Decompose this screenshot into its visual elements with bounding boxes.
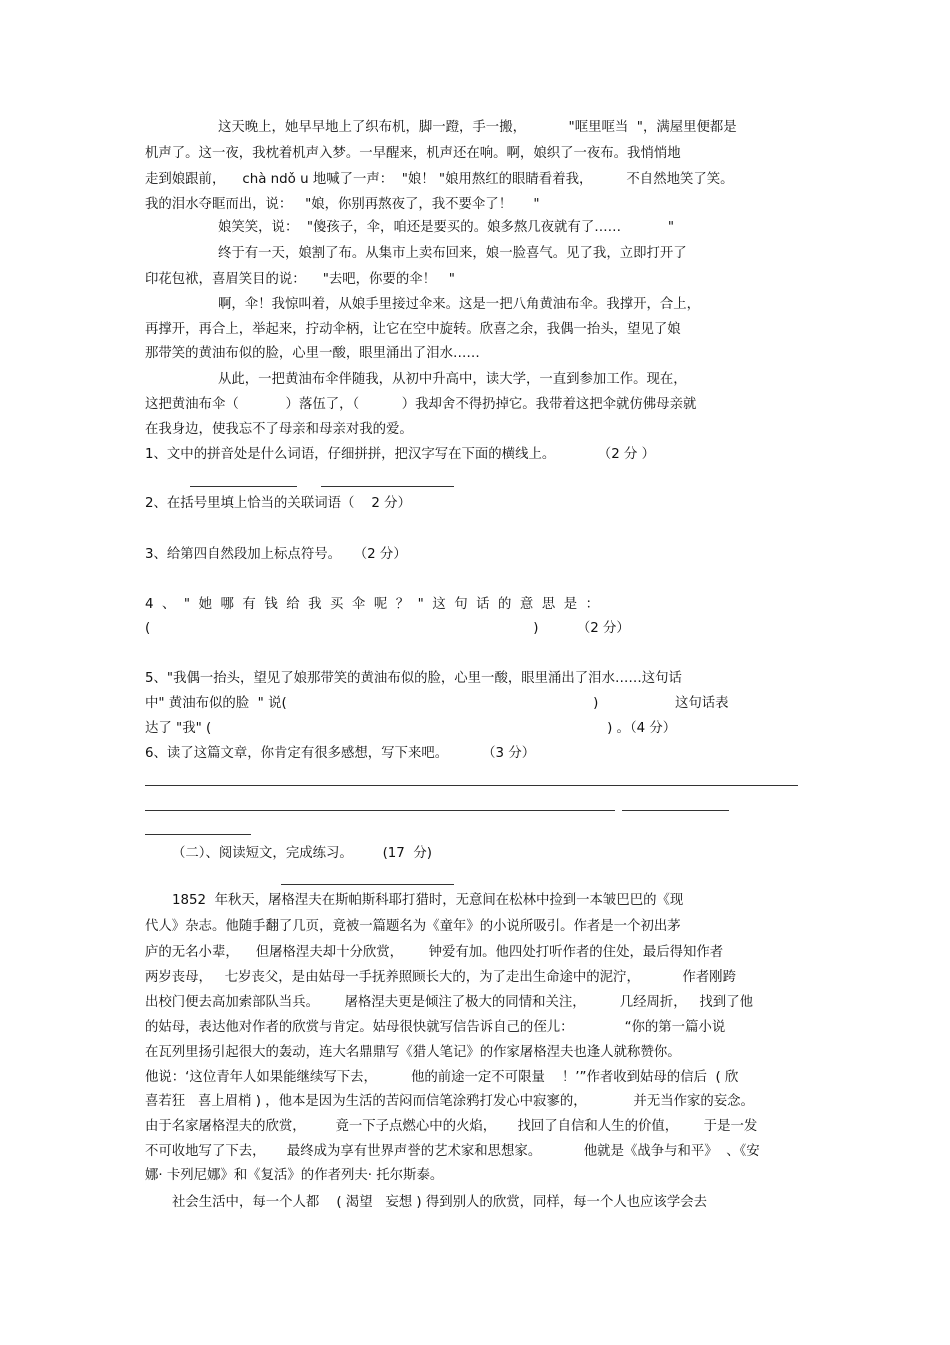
passage-line: 终于有一天，娘割了布。从集市上卖布回来，娘一脸喜气。见了我，立即打开了 (218, 246, 687, 261)
section-heading: （二）、阅读短文，完成练习。 (17 分) (172, 846, 432, 861)
passage-line: 在我身边，使我忘不了母亲和母亲对我的爱。 (145, 422, 413, 437)
passage-line: 再撑开，再合上，举起来，拧动伞柄，让它在空中旋转。欣喜之余，我偶一抬头，望见了娘 (145, 322, 681, 337)
passage-line: 机声了。这一夜，我枕着机声入梦。一早醒来，机声还在响。啊，娘织了一夜布。我悄悄地 (145, 146, 681, 161)
answer-line[interactable] (145, 810, 615, 811)
question-3: 3、给第四自然段加上标点符号。 （2 分） (145, 547, 407, 562)
article-line: 社会生活中，每一个人都 ( 渴望 妄想 ) 得到别人的欣赏，同样，每一个人也应该学会去 (172, 1195, 708, 1210)
article-line: 两岁丧母， 七岁丧父，是由姑母一手抚养照顾长大的，为了走出生命途中的泥泞， 作者刚跨 (145, 970, 736, 985)
passage-line: 娘笑笑，说： "傻孩子，伞，咱还是要买的。娘多熬几夜就有了…… " (218, 220, 674, 235)
question-4-answer[interactable]: ( ) （2 分） (145, 621, 630, 636)
passage-line: 走到娘跟前， chà ndǒ u 地喊了一声： "娘！ "娘用熬红的眼睛看着我， 不自然地笑了笑。 (145, 172, 734, 187)
answer-blank[interactable] (321, 486, 454, 487)
question-5-blank-1[interactable]: 中" 黄油布似的脸 " 说( ) 这句话表 (145, 696, 729, 711)
question-4: 4 、 " 她 哪 有 钱 给 我 买 伞 呢 ？ " 这 句 话 的 意 思 是 ： (145, 597, 600, 612)
passage-line: 从此，一把黄油布伞伴随我，从初中升高中，读大学，一直到参加工作。现在， (218, 372, 687, 387)
question-2: 2、在括号里填上恰当的关联词语（ 2 分） (145, 496, 411, 511)
answer-line[interactable] (622, 810, 729, 811)
article-line: 的姑母，表达他对作者的欣赏与肯定。姑母很快就写信告诉自己的侄儿： “你的第一篇小说 (145, 1020, 726, 1035)
article-line: 喜若狂 喜上眉梢 ) ，他本是因为生活的苦闷而信笔涂鸦打发心中寂寥的， 并无当作家的妄念。 (145, 1094, 754, 1109)
passage-line: 印花包袱，喜眉笑目的说： "去吧，你要的伞！ " (145, 272, 455, 287)
question-6: 6、读了这篇文章，你肯定有很多感想，写下来吧。 （3 分） (145, 746, 536, 761)
article-line: 出校门便去高加索部队当兵。 屠格涅夫更是倾注了极大的同情和关注， 几经周折， 找到了他 (145, 995, 753, 1010)
question-5-blank-2[interactable]: 达了 "我" ( ) 。（4 分） (145, 721, 677, 736)
answer-line[interactable] (145, 785, 798, 786)
question-1: 1、文中的拼音处是什么词语，仔细拼拼，把汉字写在下面的横线上。 （2 分 ） (145, 447, 656, 462)
article-line: 庐的无名小辈， 但屠格涅夫却十分欣赏， 钟爱有加。他四处打听作者的住处，最后得知作者 (145, 945, 724, 960)
article-line: 他说：‘这位青年人如果能继续写下去， 他的前途一定不可限量 ！’”作者收到姑母的信后 ( 欣 (145, 1070, 739, 1085)
answer-blank[interactable] (190, 486, 297, 487)
article-line: 代人》杂志。他随手翻了几页，竟被一篇题名为《童年》的小说所吸引。作者是一个初出茅 (145, 919, 681, 934)
article-line: 由于名家屠格涅夫的欣赏， 竟一下子点燃心中的火焰， 找回了自信和人生的价值， 于是一发 (145, 1119, 758, 1134)
passage-line: 这天晚上，她早早地上了织布机，脚一蹬，手一搬， "哐里哐当 "，满屋里便都是 (218, 120, 737, 135)
passage-line: 啊，伞！我惊叫着，从娘手里接过伞来。这是一把八角黄油布伞。我撑开，合上， (218, 297, 701, 312)
passage-line: 那带笑的黄油布似的脸，心里一酸，眼里涌出了泪水…… (145, 346, 480, 361)
article-line: 不可收地写了下去， 最终成为享有世界声誉的艺术家和思想家。 他就是《战争与和平》 、《安 (145, 1144, 760, 1159)
answer-line[interactable] (145, 834, 251, 835)
title-blank[interactable] (281, 884, 454, 885)
article-line: 在瓦列里扬引起很大的轰动，连大名鼎鼎写《猎人笔记》的作家屠格涅夫也逢人就称赞你。 (145, 1045, 681, 1060)
question-5: 5、"我偶一抬头，望见了娘那带笑的黄油布似的脸，心里一酸，眼里涌出了泪水……这句话 (145, 671, 682, 686)
article-line: 娜· 卡列尼娜》和《复活》的作者列夫· 托尔斯泰。 (145, 1168, 444, 1183)
article-line: 1852 年秋天，屠格涅夫在斯帕斯科耶打猎时，无意间在松林中捡到一本皱巴巴的《现 (172, 893, 684, 908)
passage-line: 这把黄油布伞（ ）落伍了，（ ）我却舍不得扔掉它。我带着这把伞就仿佛母亲就 (145, 397, 697, 412)
passage-line: 我的泪水夺眶而出，说： "娘，你别再熬夜了，我不要伞了！ " (145, 197, 540, 212)
